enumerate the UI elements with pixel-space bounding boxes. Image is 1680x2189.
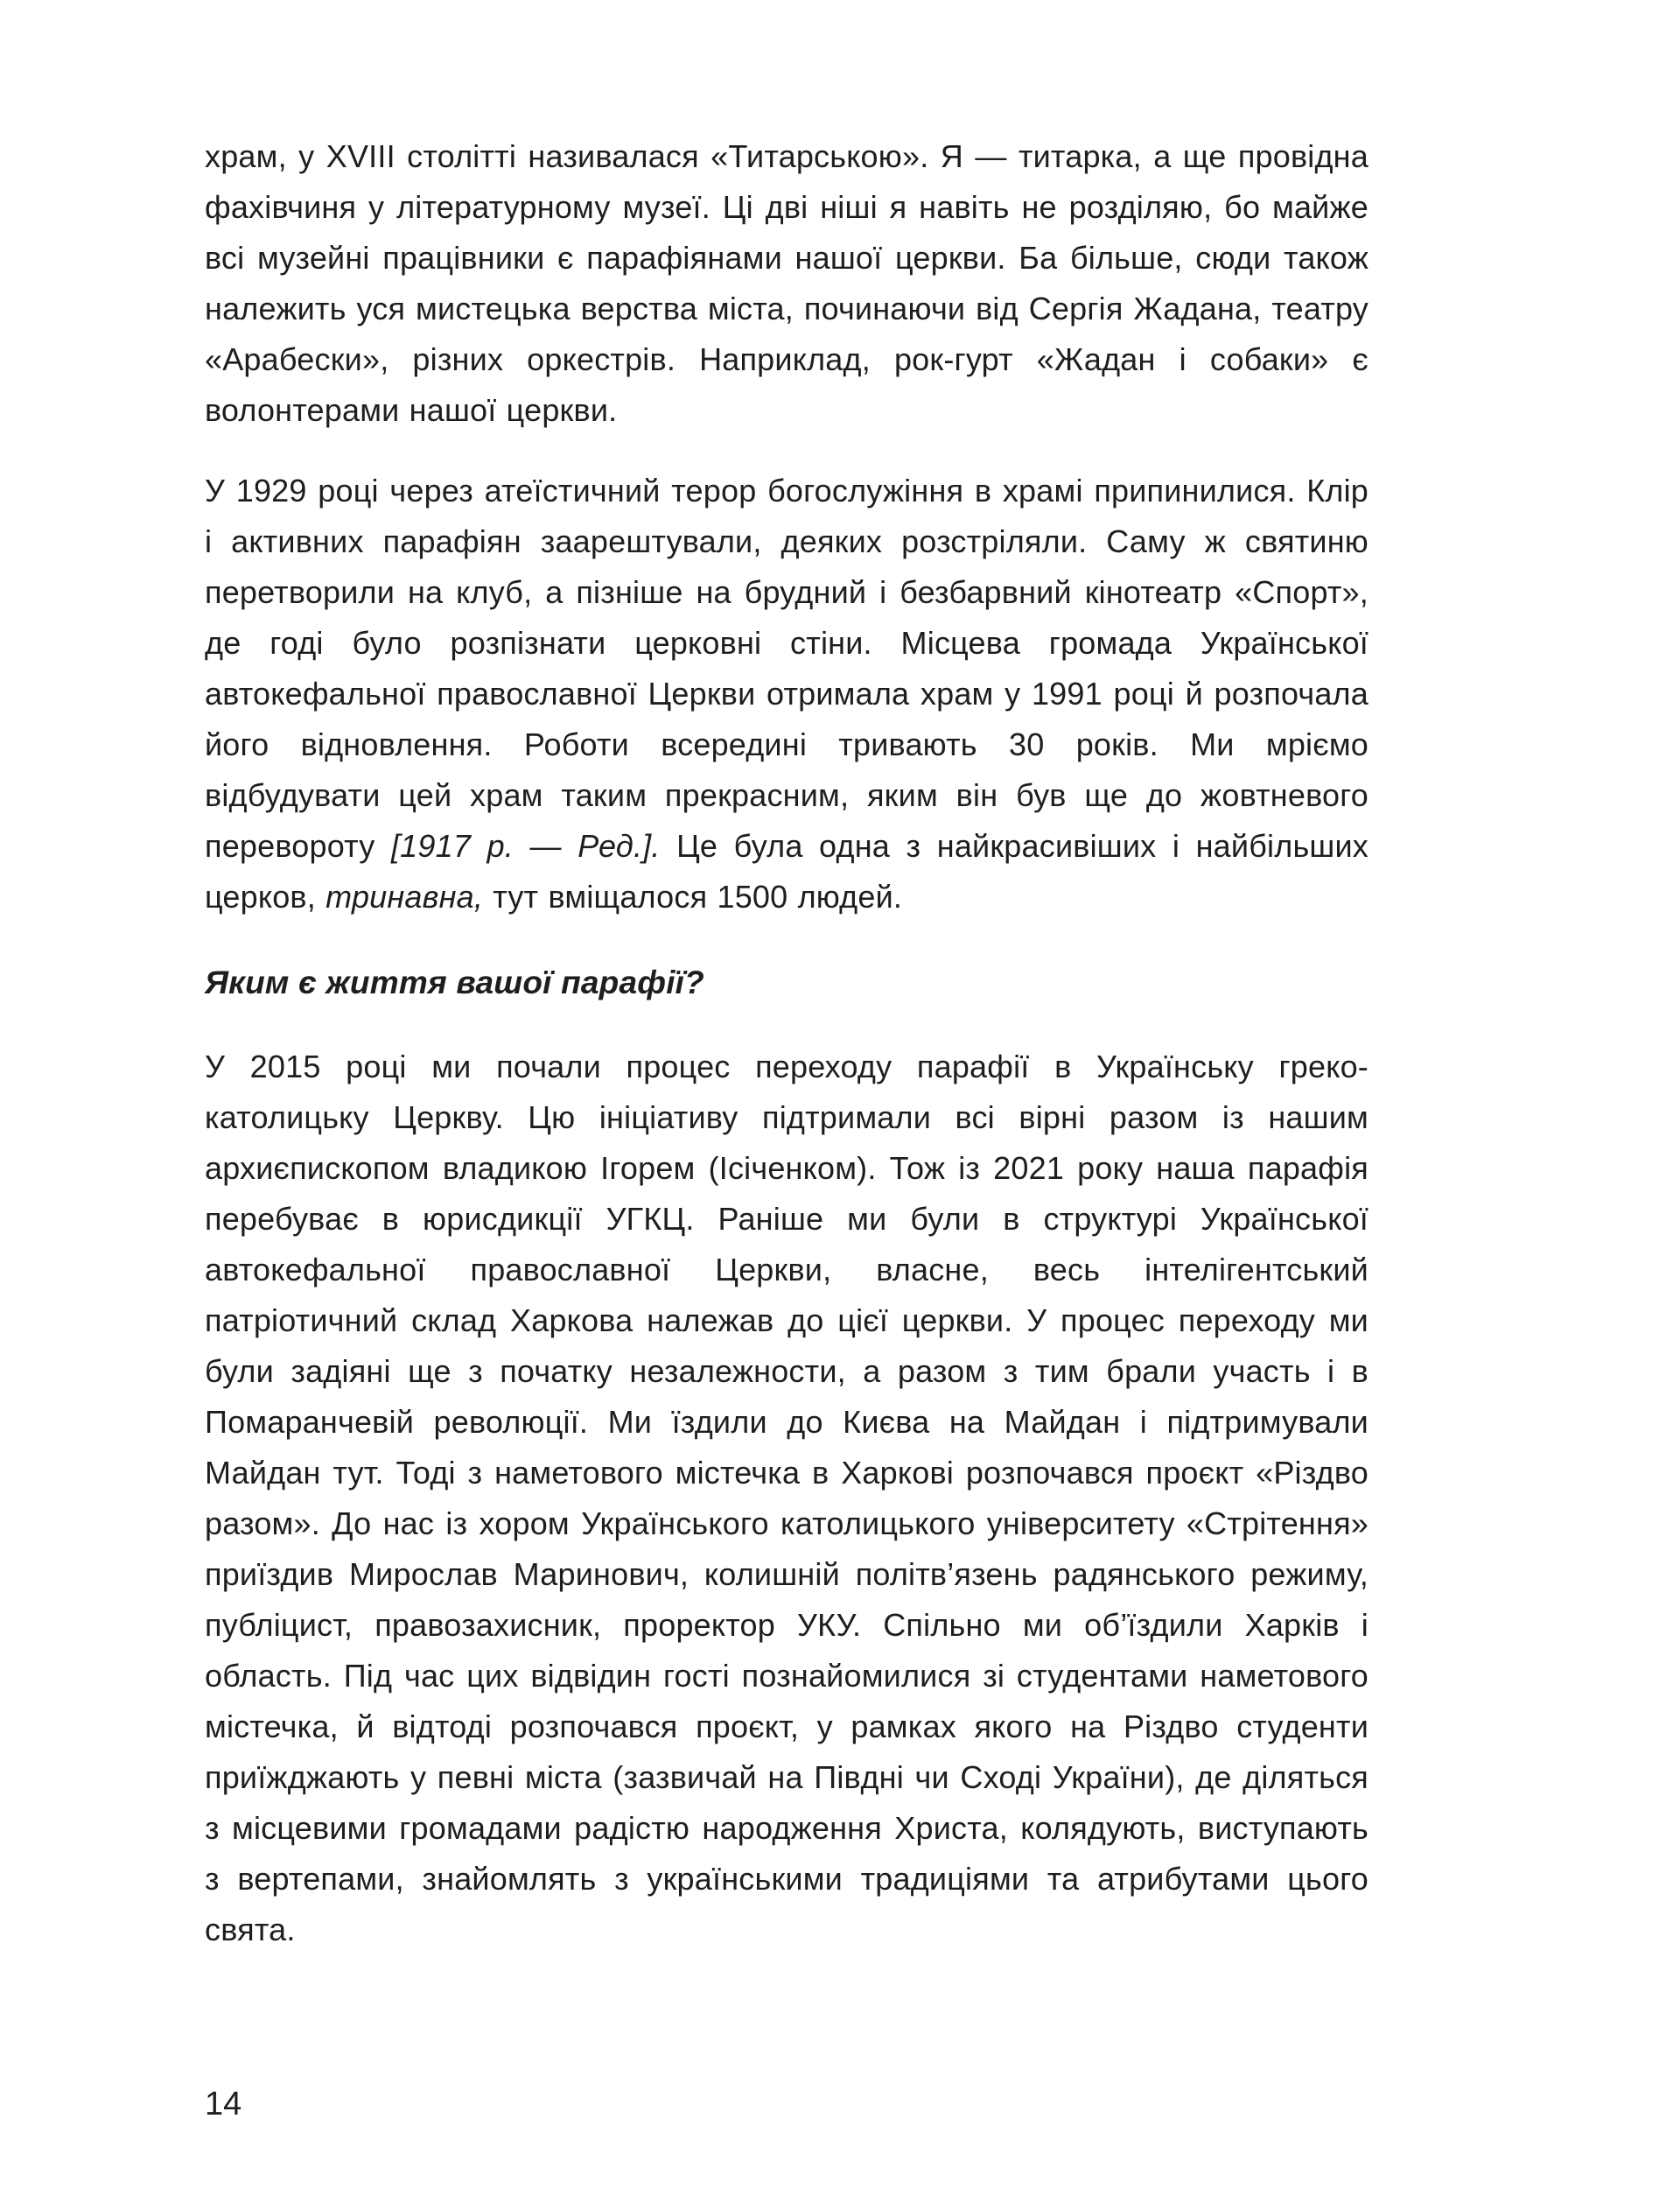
interview-question-heading: Яким є життя вашої парафії?	[205, 965, 704, 1000]
editorial-note-italic: [1917 р. — Ред.].	[390, 828, 661, 864]
paragraph-parish-life: У 2015 році ми почали процес переходу парафії в Українську греко-католицьку Церкву. Цю ініціативу підтримали всі вірні разом із нашим архиєпископом владикою Ігорем (Ісіченком). Тож із 2021 року наша парафія перебуває в юрисдикції УГКЦ. Раніше ми були в структурі Української автокефальної православної Церкви, власне, весь інтелігентський патріотичний склад Харкова належав до цієї церкви. У процес переходу ми були задіяні ще з початку незалежности, а разом з тим брали участь і в Помаранчевій революції. Ми їздили до Києва на Майдан і підтримували Майдан тут. Тоді з наметового містечка в Харкові розпочався проєкт «Різдво разом». До нас із хором Українського католицького університету «Стрітення» приїздив Мирослав Маринович, колишній політв’язень радянського режиму, публіцист, правозахисник, проректор УКУ. Спільно ми об’їздили Харків і область. Під час цих відвідин гості познайомилися зі студентами наметового містечка, й відтоді розпочався проєкт, у рамках якого на Різдво студенти приїжджають у певні міста (зазвичай на Півдні чи Сході України), де діляться з місцевими громадами радістю народження Христа, колядують, виступають з вертепами, знайомлять з українськими традиціями та атрибутами цього свята.	[205, 1049, 1368, 1947]
paragraph-intro: храм, у XVIII столітті називалася «Титарською». Я — титарка, а ще провідна фахівчиня у літературному музеї. Ці дві ніші я навіть не розділяю, бо майже всі музейні працівники є парафіянами нашої церкви. Ба більше, сюди також належить уся мистецька верства міста, починаючи від Сергія Жадана, театру «Арабески», різних оркестрів. Наприклад, рок-гурт «Жадан і собаки» є волонтерами нашої церкви.	[205, 138, 1368, 428]
term-italic: тринавна,	[326, 879, 484, 915]
paragraph-history-text: тут вміщалося 1500 людей.	[483, 879, 903, 915]
paragraph-history-text: Це була одна з найкрасивіших і найбільших церков,	[205, 828, 1368, 915]
page-number: 14	[205, 2086, 242, 2122]
article	[205, 131, 1368, 1985]
paragraph-history-text: У 1929 році через атеїстичний терор богослужіння в храмі припинилися. Клір і активних парафіян заарештували, деяких розстріляли. Саму ж святиню перетворили на клуб, а пізніше на брудний і безбарвний кінотеатр «Спорт», де годі було розпізнати церковні стіни. Місцева громада Української автокефальної православної Церкви отримала храм у 1991 році й розпочала його відновлення. Роботи всередині тривають 30 років. Ми мріємо відбудувати цей храм таким прекрасним, яким він був ще до жовтневого перевороту	[205, 473, 1368, 864]
paragraph-history	[205, 466, 1368, 923]
